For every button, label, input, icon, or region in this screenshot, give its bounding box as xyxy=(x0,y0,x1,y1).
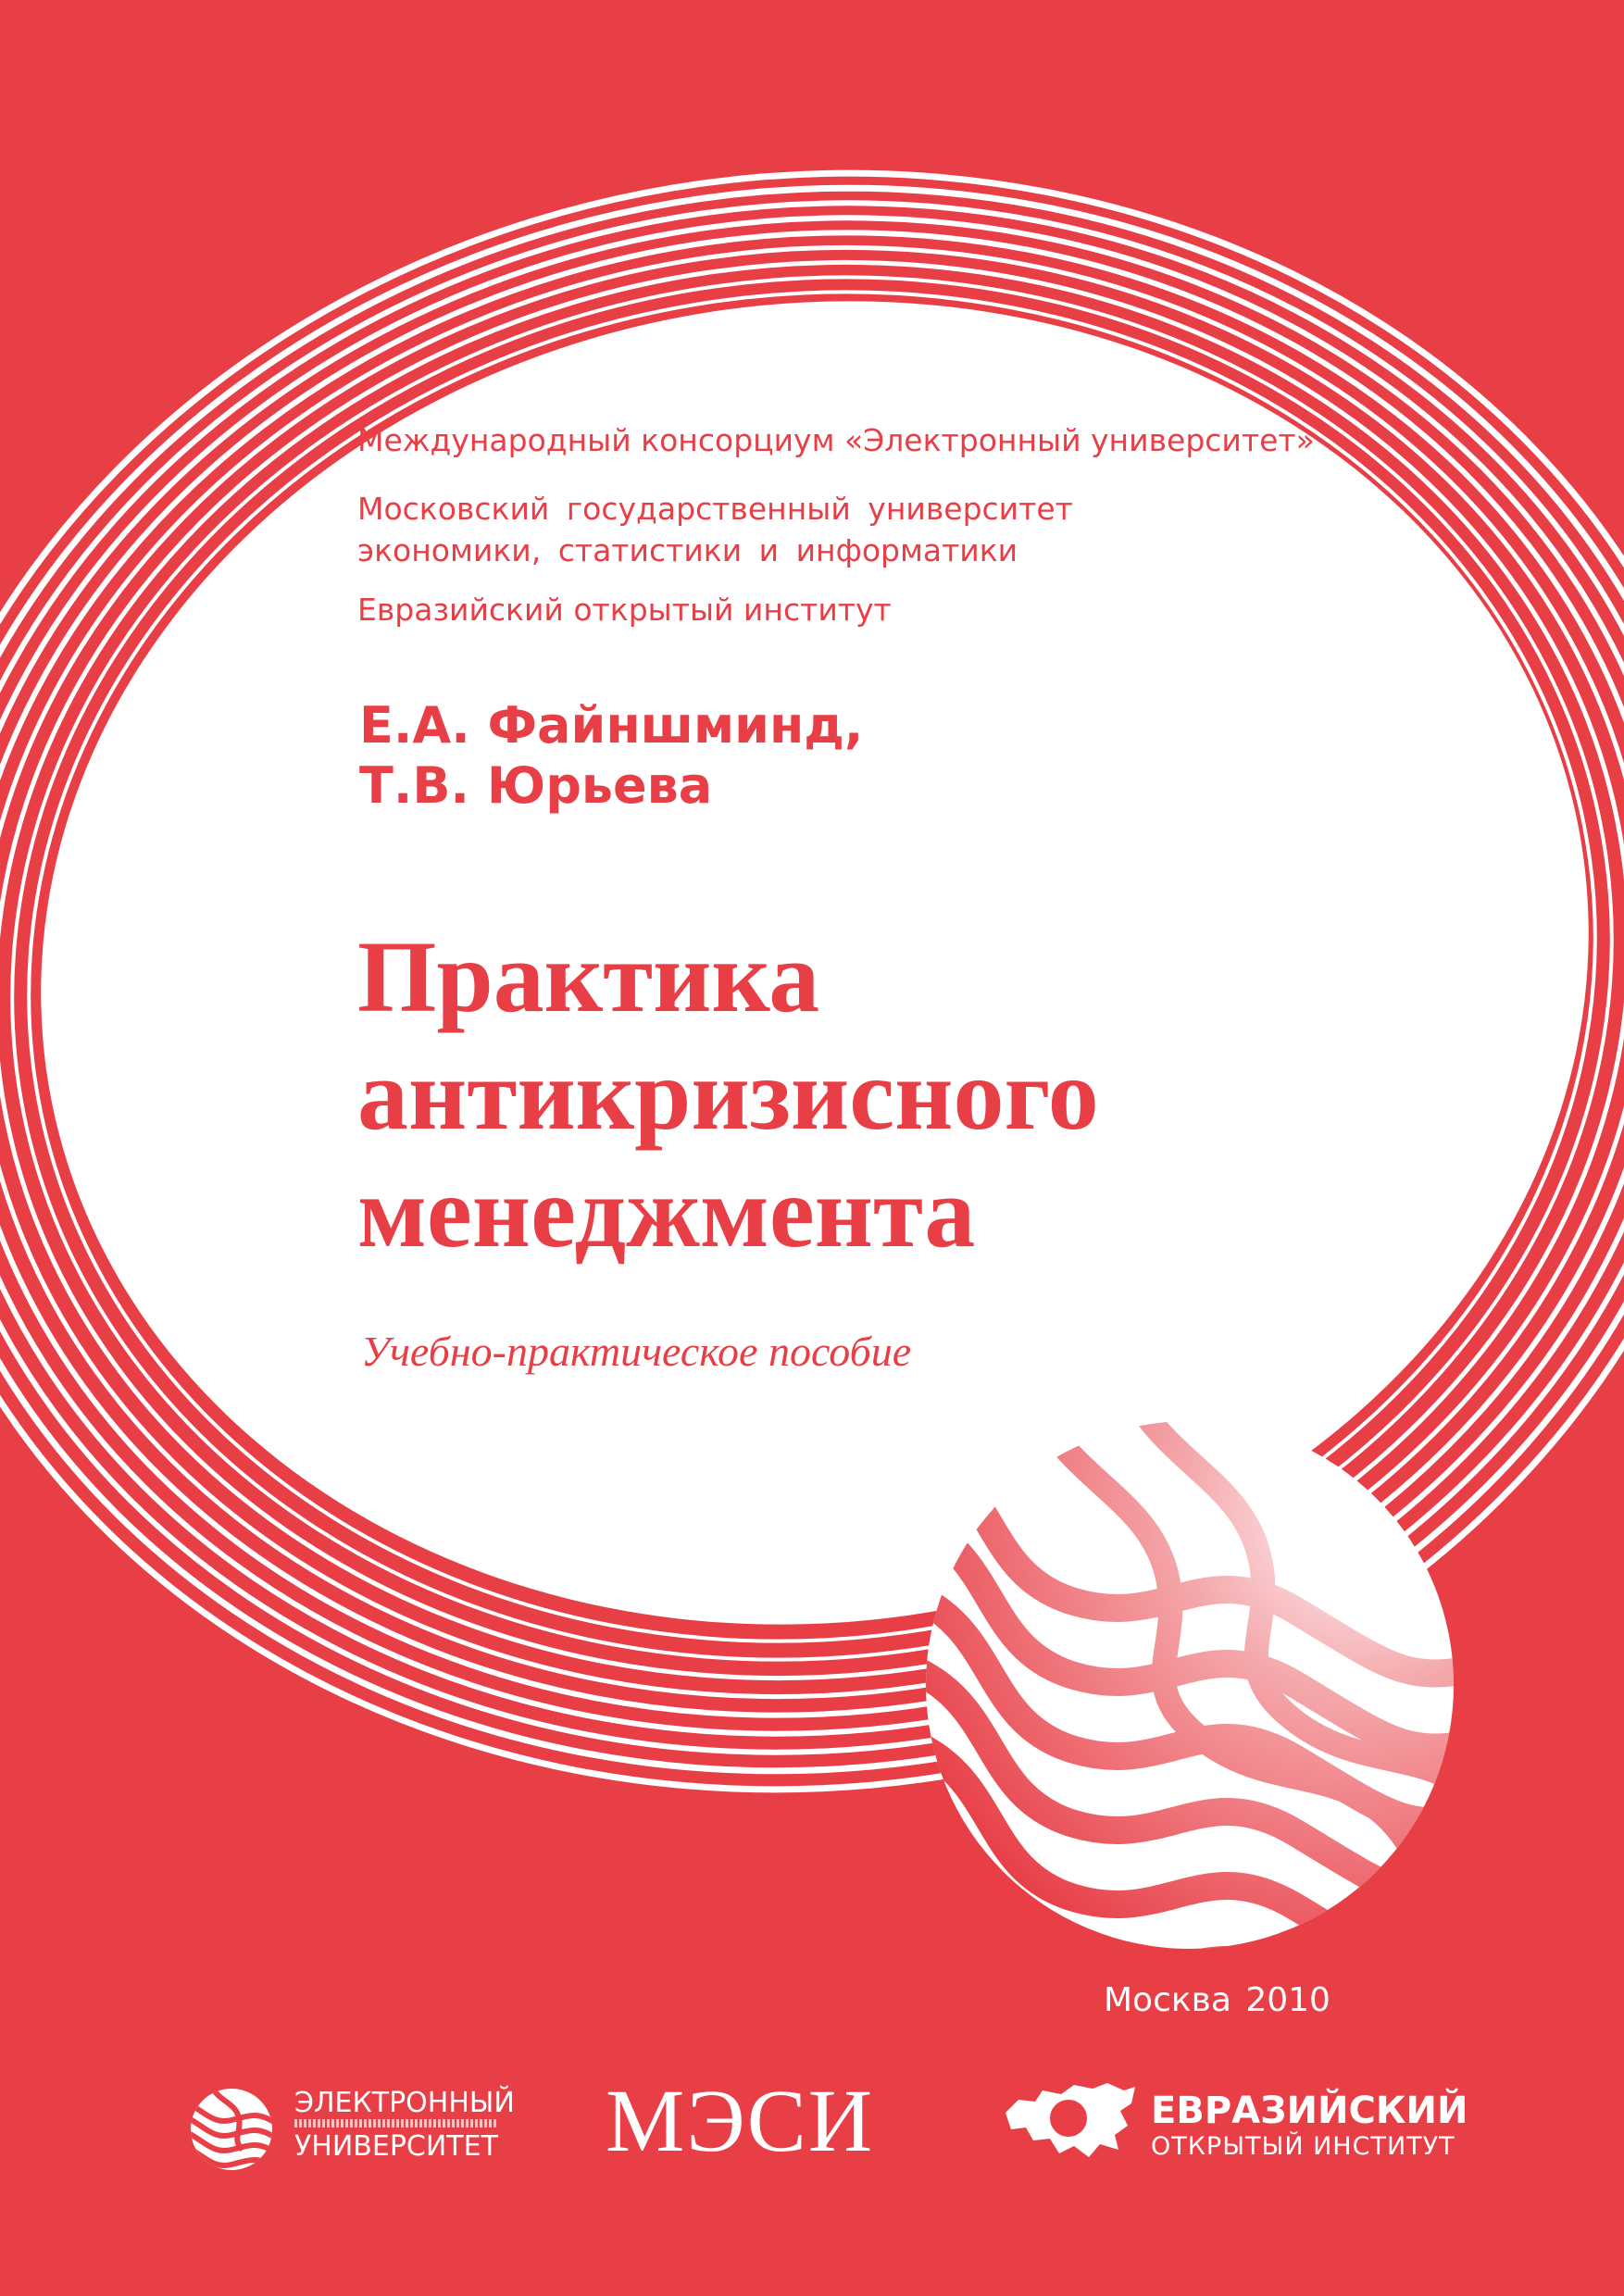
consortium-name: Международный консорциум «Электронный университет» xyxy=(357,422,1315,458)
university-name-line2: экономики, статистики и информатики xyxy=(357,532,1018,568)
logo-electronic-university-line2: УНИВЕРСИТЕТ xyxy=(294,2130,498,2163)
book-subtitle: Учебно-практическое пособие xyxy=(361,1328,912,1375)
logo-mesi: МЭСИ xyxy=(606,2071,875,2170)
book-title-line2: антикризисного xyxy=(357,1038,1099,1151)
logo-eurasian-institute-line1: ЕВРАЗИЙСКИЙ xyxy=(1151,2090,1468,2132)
author-2: Т.В. Юрьева xyxy=(359,756,713,815)
logo-electronic-university-line1: ЭЛЕКТРОННЫЙ xyxy=(294,2087,515,2119)
book-title-line3: менеджмента xyxy=(357,1155,976,1268)
university-name-line1: Московский государственный университет xyxy=(357,491,1073,527)
institute-name: Евразийский открытый институт xyxy=(357,592,892,628)
imprint-city-year: Москва 2010 xyxy=(1104,1981,1330,2019)
book-title-line1: Практика xyxy=(357,920,820,1033)
logo-eurasian-institute-line2: ОТКРЫТЫЙ ИНСТИТУТ xyxy=(1151,2132,1455,2161)
logo-electronic-university-fine-print xyxy=(294,2119,496,2128)
author-1: Е.А. Файншминд, xyxy=(359,696,864,755)
